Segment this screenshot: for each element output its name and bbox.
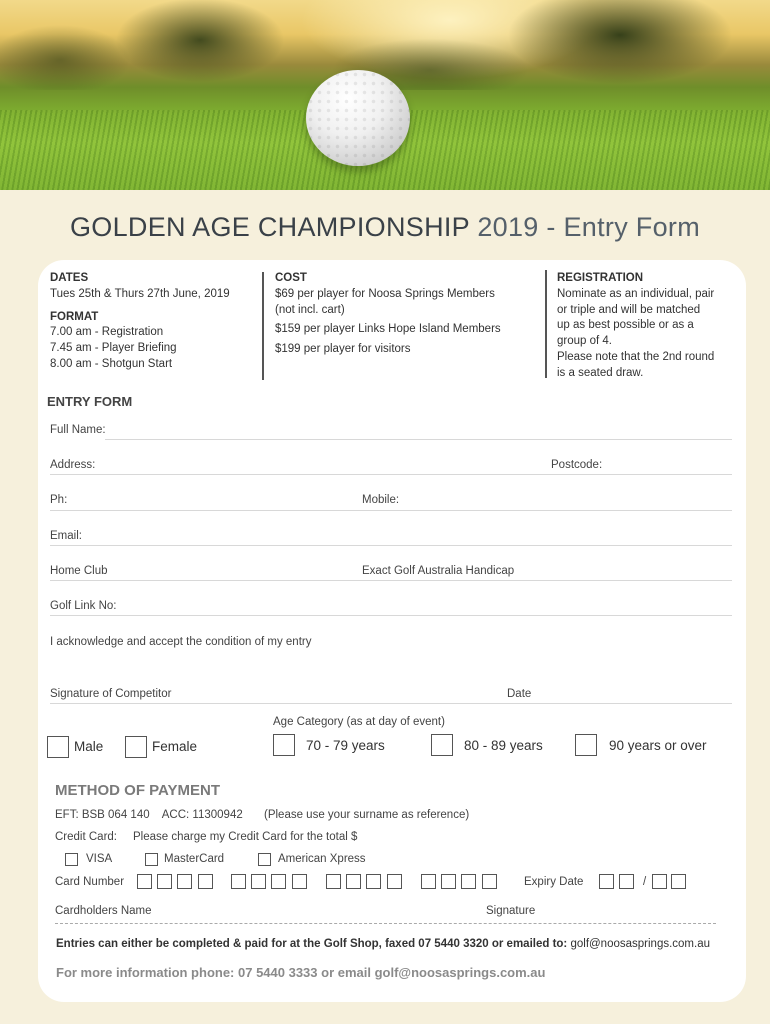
- more-info-text: For more information phone: 07 5440 3333 or email golf@noosasprings.com.au: [56, 965, 546, 980]
- card-digit-box[interactable]: [292, 874, 307, 889]
- card-digit-box[interactable]: [387, 874, 402, 889]
- entry-form-heading: ENTRY FORM: [47, 394, 133, 409]
- home-club-label: Home Club: [50, 565, 108, 577]
- full-name-field[interactable]: [105, 439, 732, 440]
- golf-link-label: Golf Link No:: [50, 600, 117, 612]
- entries-text: Entries can either be completed & paid for at the Golf Shop, faxed 07 5440 3320 or emailed to:: [56, 938, 568, 950]
- card-digit-box[interactable]: [251, 874, 266, 889]
- payment-heading: METHOD OF PAYMENT: [55, 782, 221, 799]
- mobile-label: Mobile:: [362, 494, 400, 506]
- expiry-month-box[interactable]: [619, 874, 634, 889]
- expiry-year-box[interactable]: [652, 874, 667, 889]
- signature-field[interactable]: [50, 703, 732, 704]
- expiry-year-box[interactable]: [671, 874, 686, 889]
- registration-heading: REGISTRATION: [557, 272, 644, 284]
- cost-heading: COST: [275, 272, 307, 284]
- amex-label: American Xpress: [278, 853, 366, 865]
- dates-text: Tues 25th & Thurs 27th June, 2019: [50, 287, 230, 300]
- card-digit-box[interactable]: [421, 874, 436, 889]
- card-signature-label: Signature: [486, 905, 536, 917]
- credit-card-text: Please charge my Credit Card for the total $: [133, 831, 358, 843]
- signature-label: Signature of Competitor: [50, 688, 172, 700]
- cardholder-label: Cardholders Name: [55, 905, 152, 917]
- postcode-label: Postcode:: [551, 459, 603, 471]
- card-digit-box[interactable]: [231, 874, 246, 889]
- cost-line: $69 per player for Noosa Springs Members: [275, 287, 495, 300]
- registration-line: up as best possible or as a: [557, 319, 694, 332]
- title-sub: 2019 - Entry Form: [477, 212, 700, 242]
- cost-line: (not incl. cart): [275, 303, 345, 316]
- visa-checkbox[interactable]: [65, 853, 78, 866]
- female-label: Female: [152, 739, 198, 754]
- male-checkbox[interactable]: [47, 736, 69, 758]
- ph-label: Ph:: [50, 494, 68, 506]
- registration-column: [557, 271, 742, 382]
- entries-note: [56, 938, 710, 950]
- address-label: Address:: [50, 459, 96, 471]
- format-line: 7.45 am - Player Briefing: [50, 342, 177, 355]
- registration-line: group of 4.: [557, 335, 612, 348]
- mastercard-checkbox[interactable]: [145, 853, 158, 866]
- hero-golf-ball-image: [0, 0, 770, 190]
- card-number-label: Card Number: [55, 876, 125, 888]
- format-heading: FORMAT: [50, 310, 99, 323]
- age-80-89-label: 80 - 89 years: [464, 738, 543, 753]
- golf-link-field[interactable]: [50, 615, 732, 616]
- home-club-field[interactable]: [50, 580, 732, 581]
- visa-label: VISA: [86, 853, 113, 865]
- title-main: GOLDEN AGE CHAMPIONSHIP: [70, 212, 470, 242]
- golf-ball: [306, 70, 410, 166]
- registration-line: is a seated draw.: [557, 366, 644, 379]
- card-digit-box[interactable]: [157, 874, 172, 889]
- credit-card-label: Credit Card:: [55, 831, 117, 843]
- mastercard-label: MasterCard: [164, 853, 225, 865]
- acknowledge-text: I acknowledge and accept the condition of my entry: [50, 636, 312, 648]
- card-digit-box[interactable]: [461, 874, 476, 889]
- card-digit-box[interactable]: [366, 874, 381, 889]
- age-category-label: Age Category (as at day of event): [273, 716, 445, 728]
- registration-line: Please note that the 2nd round: [557, 350, 715, 363]
- address-field[interactable]: [50, 474, 732, 475]
- format-line: 7.00 am - Registration: [50, 326, 164, 339]
- date-label: Date: [507, 688, 532, 700]
- age-70-79-label: 70 - 79 years: [306, 738, 385, 753]
- age-70-79-checkbox[interactable]: [273, 734, 295, 756]
- card-digit-box[interactable]: [198, 874, 213, 889]
- entries-email[interactable]: golf@noosasprings.com.au: [570, 938, 710, 950]
- email-label: Email:: [50, 530, 82, 542]
- cost-line: $199 per player for visitors: [275, 343, 411, 356]
- column-divider: [545, 270, 547, 378]
- handicap-label: Exact Golf Australia Handicap: [362, 565, 515, 577]
- expiry-label: Expiry Date: [524, 876, 584, 888]
- card-digit-box[interactable]: [326, 874, 341, 889]
- age-80-89-checkbox[interactable]: [431, 734, 453, 756]
- cardholder-field[interactable]: [55, 923, 716, 924]
- full-name-label: Full Name:: [50, 424, 106, 436]
- cost-column: [275, 271, 540, 358]
- dates-format-column: [50, 271, 260, 373]
- page-title: [0, 212, 770, 243]
- card-digit-box[interactable]: [271, 874, 286, 889]
- amex-checkbox[interactable]: [258, 853, 271, 866]
- registration-line: or triple and will be matched: [557, 303, 701, 316]
- registration-line: Nominate as an individual, pair: [557, 287, 715, 300]
- expiry-slash: /: [643, 876, 647, 888]
- email-field[interactable]: [50, 545, 732, 546]
- cost-line: $159 per player Links Hope Island Members: [275, 323, 501, 336]
- female-checkbox[interactable]: [125, 736, 147, 758]
- phone-field[interactable]: [50, 510, 732, 511]
- card-digit-box[interactable]: [482, 874, 497, 889]
- format-line: 8.00 am - Shotgun Start: [50, 357, 173, 370]
- card-digit-box[interactable]: [137, 874, 152, 889]
- dates-heading: DATES: [50, 272, 89, 284]
- expiry-month-box[interactable]: [599, 874, 614, 889]
- card-digit-box[interactable]: [346, 874, 361, 889]
- male-label: Male: [74, 739, 104, 754]
- eft-note: (Please use your surname as reference): [264, 809, 470, 821]
- age-90-plus-label: 90 years or over: [609, 738, 707, 753]
- card-digit-box[interactable]: [177, 874, 192, 889]
- eft-details: EFT: BSB 064 140 ACC: 11300942: [55, 809, 243, 821]
- column-divider: [262, 272, 264, 380]
- card-digit-box[interactable]: [441, 874, 456, 889]
- age-90-plus-checkbox[interactable]: [575, 734, 597, 756]
